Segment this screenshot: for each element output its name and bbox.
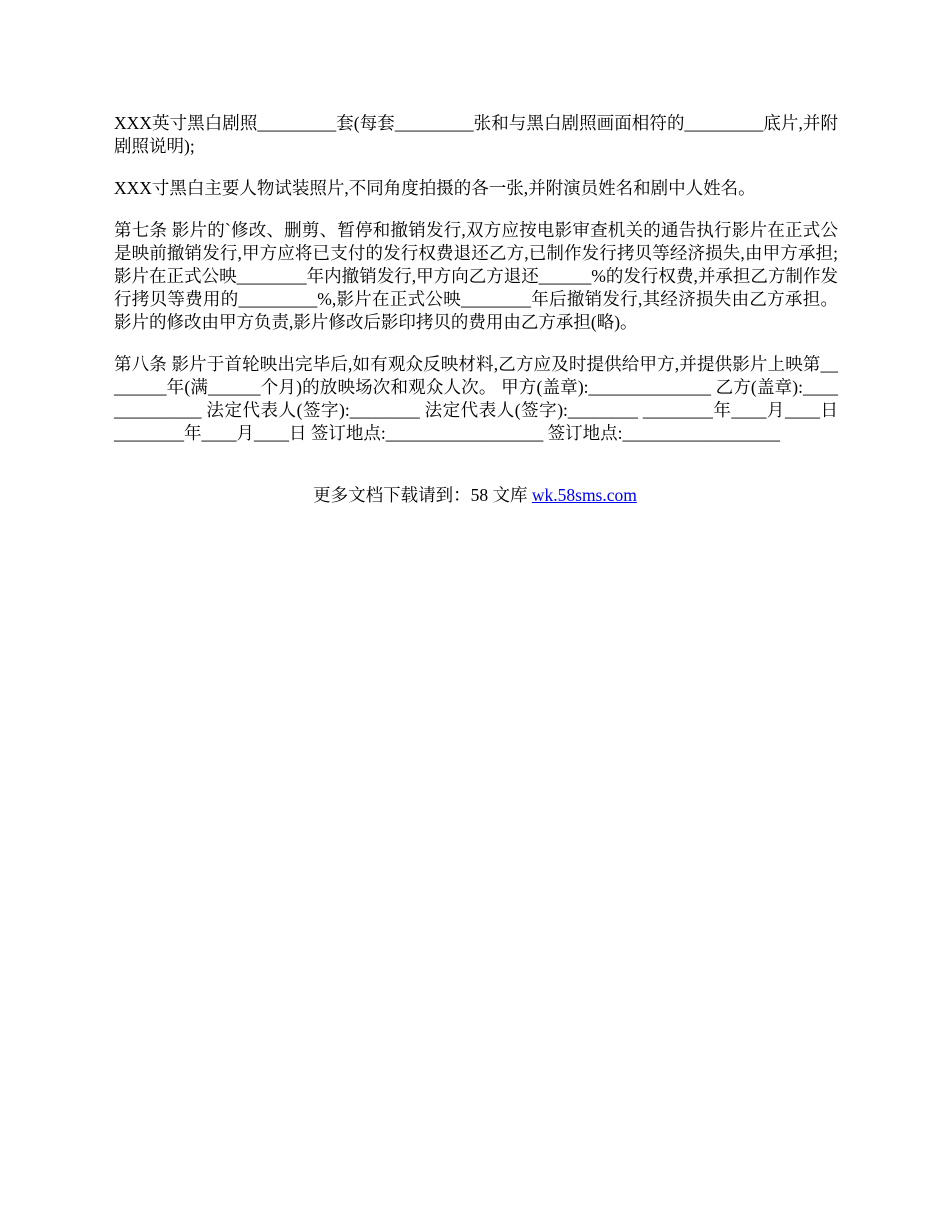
footer-text: 更多文档下载请到：58 文库 <box>313 485 532 505</box>
paragraph-costume-photos: XXX寸黑白主要人物试装照片,不同角度拍摄的各一张,并附演员姓名和剧中人姓名。 <box>114 178 756 198</box>
footer-link[interactable]: wk.58sms.com <box>531 485 637 505</box>
paragraph-article-8-signatures: 第八条 影片于首轮映出完毕后,如有观众反映材料,乙方应及时提供给甲方,并提供影片上映第________年(满______个月)的放映场次和观众人次。 甲方(盖章):______________ 乙方(盖章):______________ 法定代表人(签字):________ 法定代表人(签字):________ ________年____月____日 ________年____月____日 签订地点:__________________ 签订地点:__________________ <box>114 354 838 443</box>
paragraph-article-7: 第七条 影片的`修改、删剪、暂停和撤销发行,双方应按电影审查机关的通告执行影片在正式公是映前撤销发行,甲方应将已支付的发行权费退还乙方,已制作发行拷贝等经济损失,由甲方承担;影片在正式公映________年内撤销发行,甲方向乙方退还______%的发行权费,并承担乙方制作发行拷贝等费用的_________%,影片在正式公映________年后撤销发行,其经济损失由乙方承担。影片的修改由甲方负责,影片修改后影印拷贝的费用由乙方承担(略)。 <box>114 220 838 332</box>
document-body <box>114 112 838 464</box>
download-footer <box>0 484 950 507</box>
paragraph-photo-stills: XXX英寸黑白剧照_________套(每套_________张和与黑白剧照画面相符的_________底片,并附剧照说明); <box>114 113 838 156</box>
